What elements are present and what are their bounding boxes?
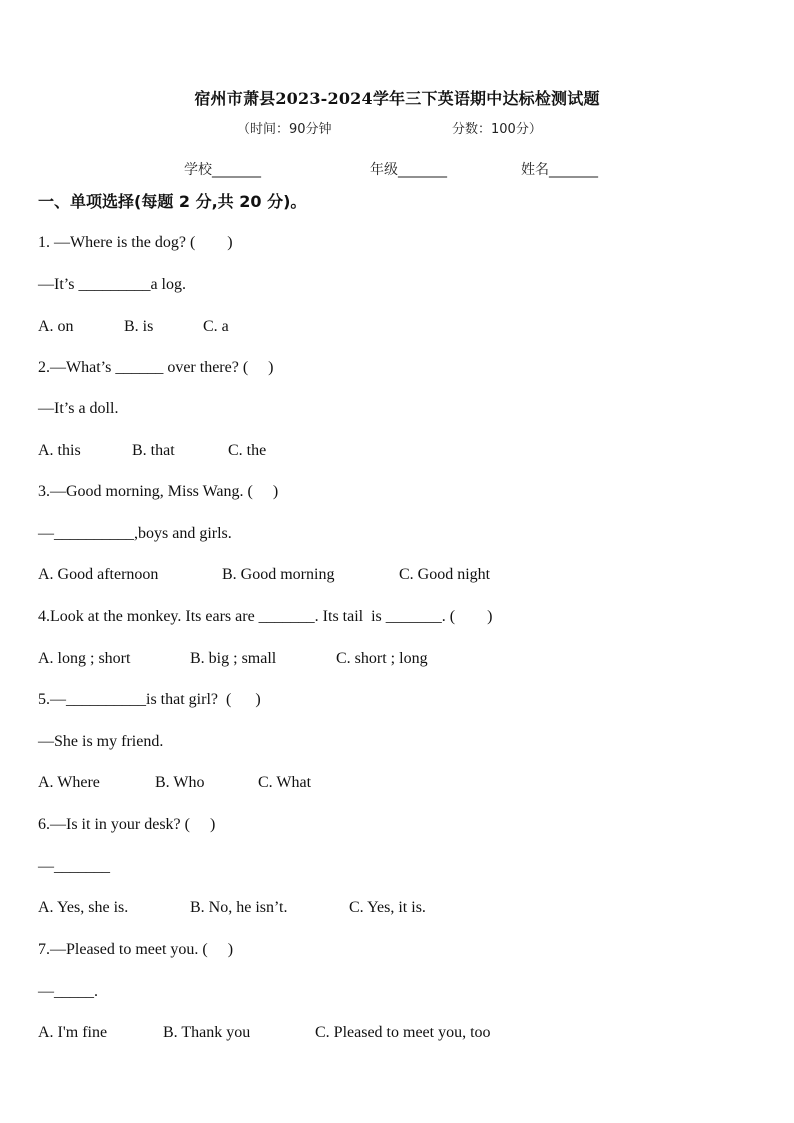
question-2: 2.—What’s ______ over there? ( )	[38, 359, 274, 376]
answer-line-6: —_______	[38, 858, 110, 875]
answer-line-2: —It’s a doll.	[38, 400, 119, 417]
option-4a[interactable]: A. long ; short	[38, 650, 131, 667]
option-3c[interactable]: C. Good night	[399, 566, 491, 583]
answer-line-3: —__________,boys and girls.	[38, 525, 232, 542]
option-1b[interactable]: B. is	[124, 318, 154, 335]
question-6: 6.—Is it in your desk? ( )	[38, 816, 216, 833]
school-field[interactable]: 学校_______	[184, 162, 261, 178]
question-7: 7.—Pleased to meet you. ( )	[38, 941, 234, 958]
name-field[interactable]: 姓名_______	[521, 162, 598, 178]
option-2b[interactable]: B. that	[132, 442, 175, 459]
option-2c[interactable]: C. the	[228, 442, 267, 459]
option-7a[interactable]: A. I'm fine	[38, 1024, 108, 1041]
section-title: 一、单项选择(每题 2 分,共 20 分)。	[38, 192, 307, 211]
answer-line-1: —It’s _________a log.	[38, 276, 186, 293]
option-5c[interactable]: C. What	[258, 774, 312, 791]
option-6a[interactable]: A. Yes, she is.	[38, 899, 129, 916]
grade-field[interactable]: 年级_______	[370, 162, 447, 178]
option-1c[interactable]: C. a	[203, 318, 229, 335]
option-5a[interactable]: A. Where	[38, 774, 100, 791]
option-2a[interactable]: A. this	[38, 442, 81, 459]
option-3b[interactable]: B. Good morning	[222, 566, 335, 583]
option-5b[interactable]: B. Who	[155, 774, 205, 791]
question-3: 3.—Good morning, Miss Wang. ( )	[38, 483, 279, 500]
exam-time: （时间：90分钟	[237, 122, 332, 137]
option-4c[interactable]: C. short ; long	[336, 650, 428, 667]
page-title: 宿州市萧县2023-2024学年三下英语期中达标检测试题	[194, 89, 600, 108]
option-6b[interactable]: B. No, he isn’t.	[190, 899, 288, 916]
answer-line-7: —_____.	[38, 983, 98, 1000]
option-6c[interactable]: C. Yes, it is.	[349, 899, 426, 916]
option-7b[interactable]: B. Thank you	[163, 1024, 251, 1041]
question-1: 1. —Where is the dog? ( )	[38, 234, 233, 251]
question-4: 4.Look at the monkey. Its ears are _______. Its tail is _______. ( )	[38, 608, 493, 625]
question-5: 5.—__________is that girl? ( )	[38, 691, 261, 708]
exam-score: 分数：100分）	[452, 122, 542, 137]
option-1a[interactable]: A. on	[38, 318, 74, 335]
option-7c[interactable]: C. Pleased to meet you, too	[315, 1024, 491, 1041]
option-3a[interactable]: A. Good afternoon	[38, 566, 159, 583]
answer-line-5: —She is my friend.	[38, 733, 164, 750]
option-4b[interactable]: B. big ; small	[190, 650, 277, 667]
